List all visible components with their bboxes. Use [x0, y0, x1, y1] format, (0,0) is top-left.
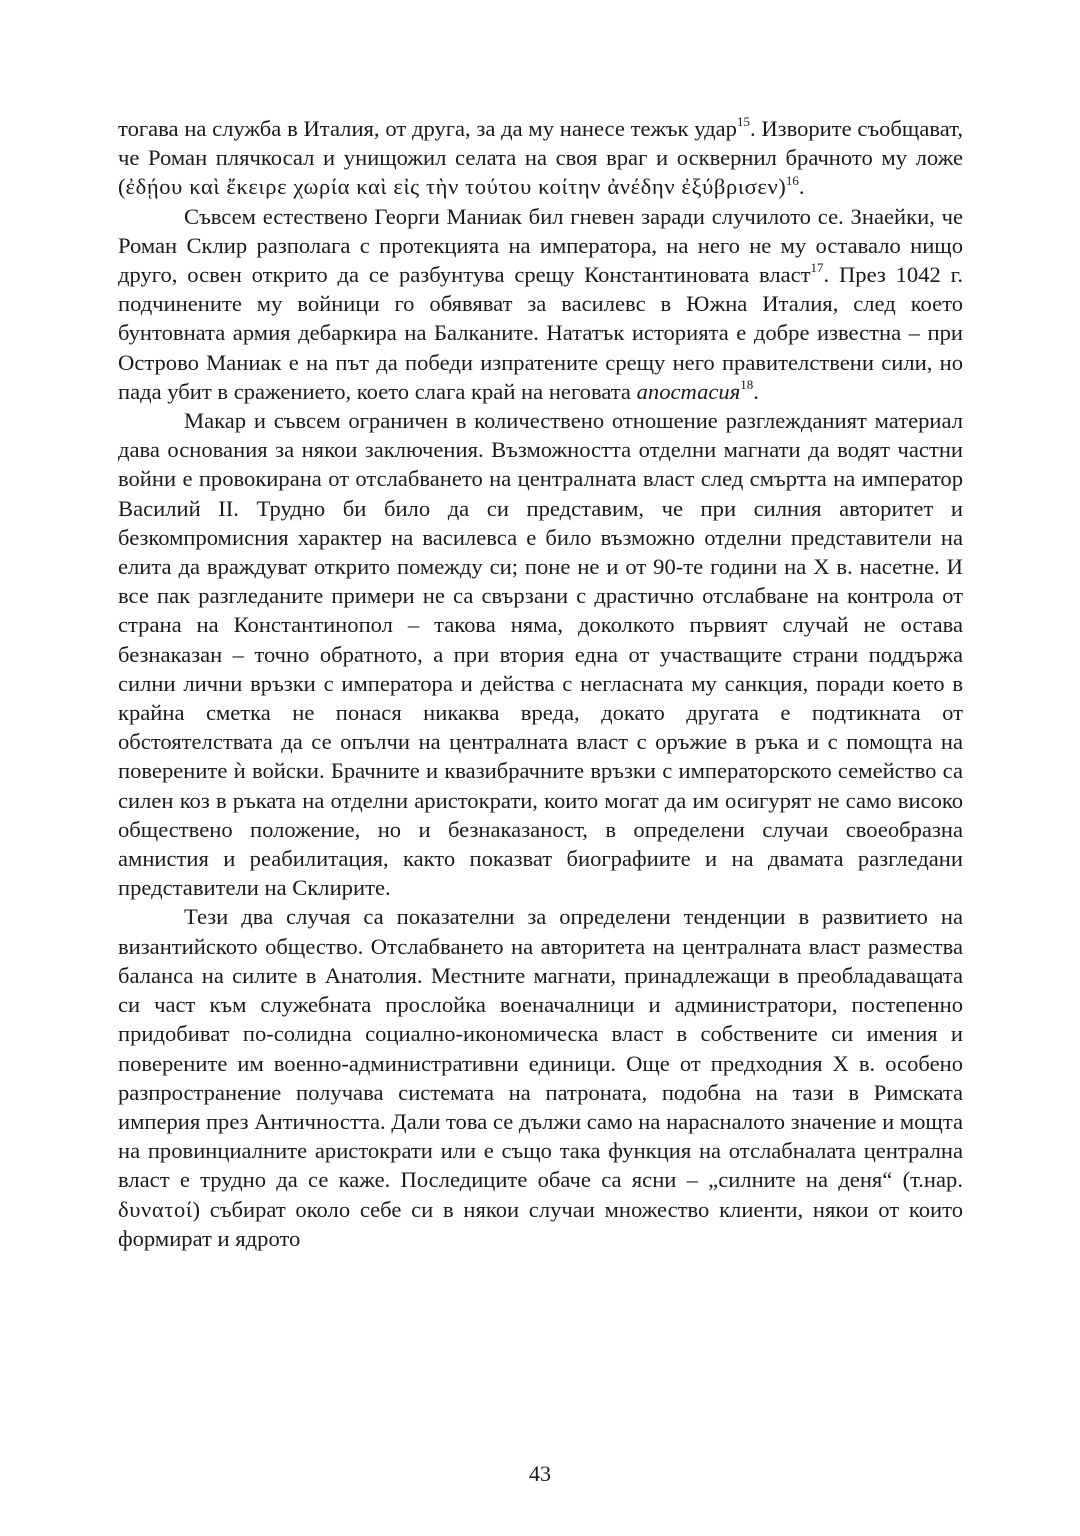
greek-quotation: ἐδῄου καὶ ἔκειρε χωρία καὶ εἰς τὴν τούτου κοίτην ἀνέδην ἐξύβρισεν: [125, 174, 779, 200]
italic-term: апостасия: [636, 378, 741, 404]
text-run: Съвсем естествено Георги Маниак бил гневен заради случилото се. Знаейки, че Роман Склир разполага с протекцията на императора, на него не му оставало нищо друго, освен открито да се разбунтува срещу Константиновата власт: [118, 203, 963, 288]
paragraph-3: Макар и съвсем ограничен в количествено отношение разглежданият материал дава основания за някои заключения. Възможността отделни магнати да водят частни войни е провокирана от отслабването на централната власт след смъртта на император Василий II. Трудно би било да си представим, че при силния авторитет и безкомпромисния характер на василевса е било възможно отделни представители на елита да враждуват открито помежду си; поне не и от 90-те години на X в. насетне. И все пак разгледаните примери не са свързани с драстично отслабване на контрола от страна на Константинопол – такова няма, доколкото първият случай не остава безнаказан – точно обратното, а при втория една от участващите страни поддържа силни лични връзки с императора и действа с негласната му санкция, поради което в крайна сметка не понася никаква вреда, докато другата е подтикната от обстоятелствата да се опълчи на централната власт с оръжие в ръка и с помощта на поверените ѝ войски. Брачните и квазибрачните връзки с императорското семейство са силен коз в ръката на отделни аристократи, които могат да им осигурят не само високо обществено положение, но и безнаказаност, в определени случаи своеобразна амнистия и реабилитация, както показват биографиите и на двамата разгледани представители на Склирите.: [118, 408, 963, 901]
text-run: . През 1042 г. подчинените му войници го обявяват за василевс в Южна Италия, след което бунтовната армия дебаркира на Балканите. Нататък историята е добре известна – при Острово Маниак е на път да победи изпратените срещу него правителствени сили, но пада убит в сражението, което слага край на неговата: [118, 262, 963, 404]
paragraph-1: [118, 114, 963, 202]
text-run: . Изворите съобщават, че Роман плячкосал и унищожил селата на своя враг и осквернил брачното му ложе (: [118, 116, 963, 200]
text-run: .: [753, 378, 759, 404]
paragraph-4: [118, 902, 963, 1252]
body-text: [118, 114, 963, 1253]
footnote-ref-15[interactable]: 15: [736, 114, 750, 130]
footnote-ref-17[interactable]: 17: [810, 260, 824, 276]
text-run: ) събират около себе си в някои случаи множество клиенти, някои от които формират и ядрото: [118, 1196, 963, 1251]
greek-term: δυνατοί: [118, 1196, 193, 1222]
text-run: ): [778, 174, 786, 200]
text-run: тогава на служба в Италия, от друга, за да му нанесе тежък удар: [118, 116, 737, 141]
page-number: 43: [529, 1461, 551, 1486]
text-run: .: [798, 174, 805, 200]
paragraph-2: [118, 202, 963, 406]
footnote-ref-16[interactable]: 16: [785, 172, 799, 188]
footnote-ref-18[interactable]: 18: [740, 377, 754, 393]
text-run: Тези два случая са показателни за определени тенденции в развитието на византийското общество. Отслабването на авторитета на централната власт размества баланса на силите в Анатолия. Местните магнати, принадлежащи в преобладаващата си част към служебната прослойка военачалници и администратори, постепенно придобиват по-солидна социално-икономическа власт в собствените си имения и поверените им военно-административни единици. Още от предходния X в. особено разпространение получава системата на патроната, подобна на тази в Римската империя през Античността. Дали това се дължи само на нарасналото значение и мощта на провинциалните аристократи или е също така функция на отслабналата централна власт е трудно да се каже. Последиците обаче са ясни – „силните на деня“ (т.нар.: [118, 904, 963, 1193]
